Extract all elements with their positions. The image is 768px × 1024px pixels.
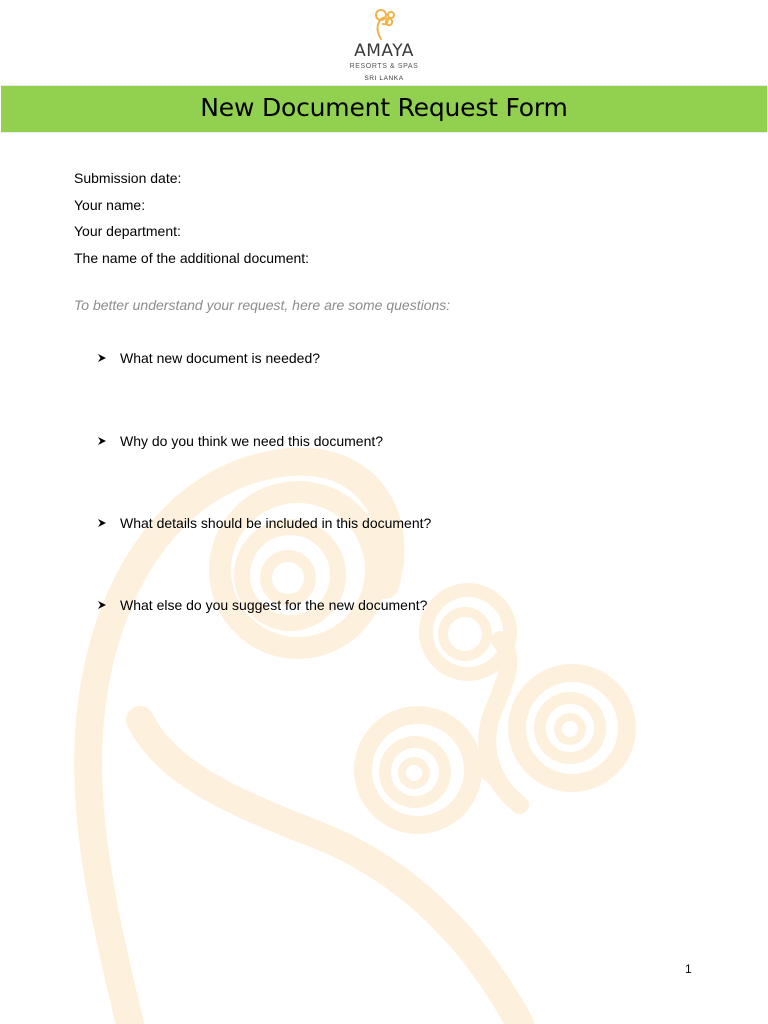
question-item	[97, 350, 320, 366]
amaya-swirl-icon	[370, 6, 398, 40]
question-text: What else do you suggest for the new document?	[120, 597, 428, 613]
your-department-label: Your department:	[74, 223, 181, 239]
arrow-bullet-icon	[97, 436, 107, 446]
amaya-logo	[334, 6, 434, 84]
question-item	[97, 515, 431, 531]
form-fields	[74, 165, 309, 271]
arrow-bullet-icon	[97, 600, 107, 610]
page-title: New Document Request Form	[200, 93, 568, 122]
logo-subtitle: RESORTS & SPAS	[349, 63, 419, 70]
arrow-bullet-icon	[97, 518, 107, 528]
question-text: What details should be included in this document?	[120, 515, 432, 531]
title-banner	[1, 85, 767, 133]
intro-text: To better understand your request, here are some questions:	[74, 297, 451, 313]
your-name-label: Your name:	[74, 196, 146, 213]
logo-name: AMAYA	[354, 41, 414, 61]
page-number: 1	[685, 962, 692, 976]
logo-country: SRI LANKA	[364, 75, 404, 82]
question-item	[97, 433, 383, 449]
question-text: Why do you think we need this document?	[120, 433, 384, 449]
question-item	[97, 597, 427, 613]
question-text: What new document is needed?	[120, 350, 321, 366]
submission-date-label: Submission date:	[74, 170, 182, 186]
arrow-bullet-icon	[97, 353, 107, 363]
document-name-label: The name of the additional document:	[74, 249, 310, 266]
